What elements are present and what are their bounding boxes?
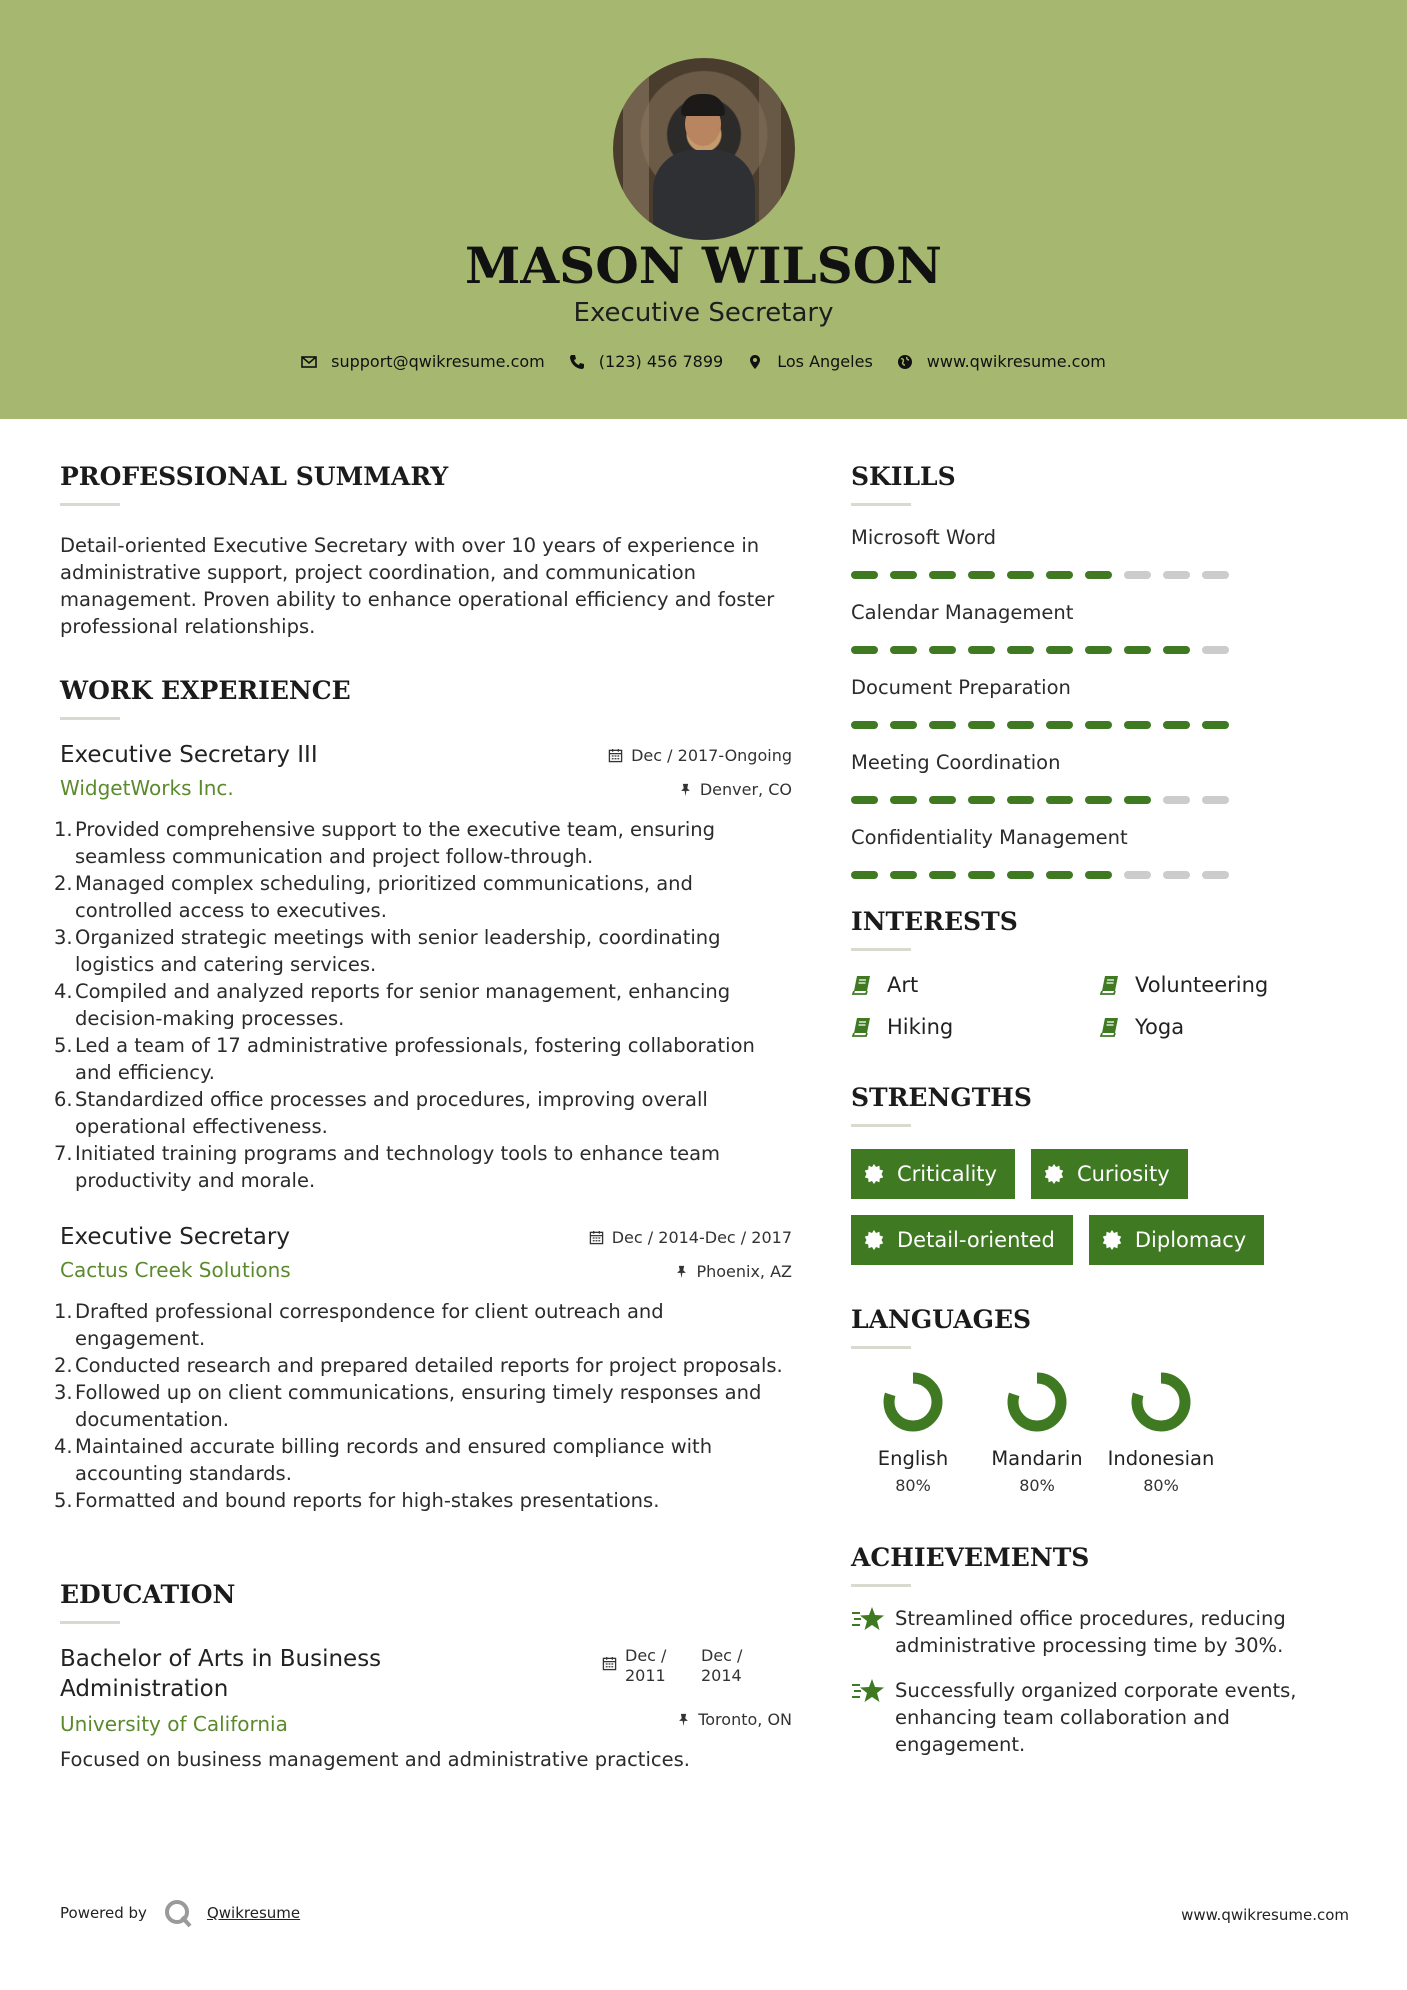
heading-underline [851, 1584, 911, 1587]
education-location [677, 1710, 792, 1729]
skill-name: Document Preparation [851, 676, 1071, 699]
skill-level-dot [1124, 721, 1151, 729]
heading-underline [851, 1124, 911, 1127]
job-dates [608, 746, 792, 765]
calendar-icon [602, 1656, 617, 1671]
skill-level-dot [1007, 571, 1034, 579]
skill-level-bar [851, 721, 1351, 729]
skill-level-dot [1124, 646, 1151, 654]
profile-photo [613, 58, 795, 240]
contact-bar [0, 352, 1407, 371]
interest-item [1099, 973, 1347, 997]
languages-section [851, 1305, 1351, 1495]
skills-section [851, 462, 1351, 879]
skill-level-dot [968, 871, 995, 879]
list-item: 2. Conducted research and prepared detailed reports for project proposals. [54, 1354, 783, 1377]
heading-underline [851, 503, 911, 506]
job-dates-text: Dec / 2014-Dec / 2017 [611, 1228, 792, 1247]
skill-level-dot [1202, 796, 1229, 804]
language-name: Mandarin [991, 1447, 1083, 1470]
skill-level-dot [929, 571, 956, 579]
pushpin-icon [675, 1265, 688, 1279]
language-percent: 80% [1019, 1476, 1055, 1495]
edu-start-line2: 2011 [625, 1666, 666, 1685]
list-item: 7. Initiated training programs and technology tools to enhance team productivity and morale. [54, 1142, 721, 1192]
skill-level-dot [1046, 646, 1073, 654]
language-percent: 80% [895, 1476, 931, 1495]
skill-level-dot [1085, 646, 1112, 654]
job-location [679, 780, 792, 799]
skill-level-dot [1202, 721, 1229, 729]
skill-level-dot [1007, 871, 1034, 879]
skill-level-bar [851, 796, 1351, 804]
strengths-heading: STRENGTHS [851, 1083, 1032, 1112]
education-dates [602, 1646, 742, 1686]
phone-icon [569, 354, 585, 370]
skill-level-dot [890, 571, 917, 579]
globe-icon [897, 354, 913, 370]
skill-level-dot [1085, 571, 1112, 579]
achievement-text: Streamlined office procedures, reducing administrative processing time by 30%. [895, 1607, 1286, 1657]
strengths-section [851, 1083, 1351, 1281]
skill-level-bar [851, 646, 1351, 654]
contact-location [747, 352, 873, 371]
interests-section [851, 907, 1351, 1039]
strength-chip [851, 1215, 1073, 1265]
language-ring-arc [1137, 1378, 1185, 1426]
heading-underline [60, 1621, 120, 1624]
strength-chip [1031, 1149, 1188, 1199]
skill-level-dot [1007, 721, 1034, 729]
skill-level-dot [929, 646, 956, 654]
degree-line-1: Bachelor of Arts in Business [60, 1646, 382, 1672]
school-name: University of California [60, 1712, 288, 1736]
list-item: 2. Managed complex scheduling, prioritized communications, and controlled access to executives. [54, 872, 693, 922]
map-pin-icon [747, 354, 763, 370]
job-company: Cactus Creek Solutions [60, 1258, 291, 1282]
candidate-name: MASON WILSON [465, 236, 942, 295]
job-location-text: Denver, CO [699, 780, 792, 799]
skill-level-dot [851, 571, 878, 579]
skill-level-dot [929, 721, 956, 729]
skill-level-dot [1124, 796, 1151, 804]
heading-underline [851, 1346, 911, 1349]
skill-level-dot [968, 721, 995, 729]
skill-level-dot [851, 796, 878, 804]
skill-level-dot [1007, 646, 1034, 654]
summary-section [60, 462, 792, 640]
skill-level-dot [1163, 571, 1190, 579]
calendar-icon [608, 748, 623, 763]
skill-level-dot [890, 721, 917, 729]
strength-chip [851, 1149, 1015, 1199]
interest-item [1099, 1015, 1347, 1039]
list-item: 5. Formatted and bound reports for high-stakes presentations. [54, 1489, 660, 1512]
skill-level-dot [851, 721, 878, 729]
skill-level-dot [851, 646, 878, 654]
skill-name: Calendar Management [851, 601, 1074, 624]
language-item [851, 1371, 975, 1495]
skill-level-dot [1085, 721, 1112, 729]
job-dates [589, 1228, 792, 1247]
skill-level-dot [1085, 796, 1112, 804]
star-icon [851, 1677, 885, 1707]
contact-location-text: Los Angeles [777, 352, 873, 371]
skill-level-bar [851, 871, 1351, 879]
skill-level-dot [929, 796, 956, 804]
contact-email[interactable] [301, 352, 545, 371]
skill-item [851, 676, 1351, 729]
book-icon [851, 974, 873, 996]
list-item: 3. Organized strategic meetings with senior leadership, coordinating logistics and catering services. [54, 926, 721, 976]
book-icon [1099, 1016, 1121, 1038]
heading-underline [851, 948, 911, 951]
skill-level-dot [968, 571, 995, 579]
skill-level-dot [851, 871, 878, 879]
skill-level-dot [1163, 721, 1190, 729]
list-item: 5. Led a team of 17 administrative professionals, fostering collaboration and efficiency. [54, 1034, 755, 1084]
job-location [675, 1262, 792, 1281]
skill-level-dot [968, 646, 995, 654]
list-item: 4. Compiled and analyzed reports for senior management, enhancing decision-making processes. [54, 980, 731, 1030]
strength-chip [1089, 1215, 1264, 1265]
languages-list [851, 1371, 1351, 1495]
badge-icon [1043, 1163, 1065, 1185]
strengths-list [851, 1149, 1371, 1281]
contact-phone-text: (123) 456 7899 [598, 352, 724, 371]
language-name: English [877, 1447, 949, 1470]
work-heading: WORK EXPERIENCE [60, 676, 351, 705]
badge-icon [863, 1229, 885, 1251]
strength-label: Curiosity [1076, 1162, 1170, 1186]
edu-start-line1: Dec / [625, 1646, 667, 1665]
strength-label: Diplomacy [1134, 1228, 1247, 1252]
skill-level-bar [851, 571, 1351, 579]
languages-heading: LANGUAGES [851, 1305, 1032, 1334]
skill-level-dot [1124, 871, 1151, 879]
interest-label: Volunteering [1135, 973, 1269, 997]
skill-level-dot [1163, 646, 1190, 654]
skill-item [851, 526, 1351, 579]
list-item: 3. Followed up on client communications, ensuring timely responses and documentation. [54, 1381, 762, 1431]
strength-label: Detail-oriented [897, 1228, 1055, 1252]
skills-list [851, 526, 1351, 879]
list-item: 1. Drafted professional correspondence for client outreach and engagement. [54, 1300, 664, 1350]
skill-level-dot [1046, 796, 1073, 804]
badge-icon [863, 1163, 885, 1185]
contact-website-text: www.qwikresume.com [926, 352, 1106, 371]
summary-text: Detail-oriented Executive Secretary with over 10 years of experience in administrative support, project coordination, and communication management. Proven ability to enhance operational efficiency and foster professional relationships. [60, 534, 775, 638]
job-entry [54, 1224, 792, 1514]
job-bullets [54, 1298, 792, 1514]
language-ring-arc [889, 1378, 937, 1426]
powered-by-label: Powered by [60, 1904, 147, 1922]
job-entry [54, 742, 792, 1194]
skill-level-dot [1007, 796, 1034, 804]
job-title: Executive Secretary III [60, 742, 318, 768]
left-column [54, 462, 792, 1773]
achievements-heading: ACHIEVEMENTS [851, 1543, 1090, 1572]
language-item [1099, 1371, 1223, 1495]
heading-underline [60, 503, 120, 506]
language-percent: 80% [1143, 1476, 1179, 1495]
language-proficiency-ring [882, 1371, 944, 1433]
interests-heading: INTERESTS [851, 907, 1018, 936]
badge-icon [1101, 1229, 1123, 1251]
brand-link[interactable]: Qwikresume [206, 1904, 301, 1922]
skill-level-dot [1046, 721, 1073, 729]
qwikresume-logo-icon [163, 1898, 193, 1928]
degree-line-2: Administration [60, 1676, 229, 1702]
right-column [851, 462, 1351, 1758]
skill-name: Microsoft Word [851, 526, 997, 549]
list-item: 6. Standardized office processes and procedures, improving overall operational effectiveness. [54, 1088, 708, 1138]
skill-level-dot [890, 646, 917, 654]
education-heading: EDUCATION [60, 1580, 236, 1609]
interest-label: Hiking [887, 1015, 954, 1039]
skill-level-dot [1046, 871, 1073, 879]
edu-end-line2: 2014 [701, 1666, 742, 1685]
heading-underline [60, 717, 120, 720]
skill-level-dot [1163, 871, 1190, 879]
pushpin-icon [677, 1713, 690, 1727]
skill-level-dot [929, 871, 956, 879]
job-company: WidgetWorks Inc. [60, 776, 234, 800]
interest-item [851, 973, 1099, 997]
job-bullets [54, 816, 792, 1194]
footer-website[interactable]: www.qwikresume.com [1181, 1906, 1349, 1924]
job-location-text: Phoenix, AZ [696, 1262, 792, 1281]
edu-end-line1: Dec / [701, 1646, 743, 1665]
achievement-text: Successfully organized corporate events, enhancing team collaboration and engagement. [895, 1679, 1297, 1756]
envelope-icon [301, 354, 317, 370]
skill-level-dot [1163, 796, 1190, 804]
skill-level-dot [1202, 571, 1229, 579]
skill-level-dot [890, 871, 917, 879]
contact-website[interactable] [897, 352, 1106, 371]
language-name: Indonesian [1107, 1447, 1215, 1470]
calendar-icon [589, 1230, 604, 1245]
resume-header [0, 0, 1407, 419]
skill-name: Meeting Coordination [851, 751, 1061, 774]
skill-level-dot [1124, 571, 1151, 579]
star-icon [851, 1605, 885, 1635]
job-title: Executive Secretary [60, 1224, 290, 1250]
skill-item [851, 751, 1351, 804]
language-ring-arc [1013, 1378, 1061, 1426]
summary-heading: PROFESSIONAL SUMMARY [60, 462, 449, 491]
interest-label: Art [887, 973, 919, 997]
education-description: Focused on business management and administrative practices. [60, 1748, 690, 1771]
language-item [975, 1371, 1099, 1495]
skill-level-dot [1085, 871, 1112, 879]
contact-email-text: support@qwikresume.com [331, 352, 545, 371]
work-section [54, 676, 792, 1514]
footer-powered-by [60, 1898, 300, 1928]
job-dates-text: Dec / 2017-Ongoing [631, 746, 792, 765]
book-icon [851, 1016, 873, 1038]
interest-label: Yoga [1135, 1015, 1185, 1039]
education-section [60, 1580, 792, 1773]
skills-heading: SKILLS [851, 462, 956, 491]
list-item: 4. Maintained accurate billing records and ensured compliance with accounting standards. [54, 1435, 713, 1485]
interest-item [851, 1015, 1099, 1039]
skill-level-dot [1202, 646, 1229, 654]
skill-item [851, 826, 1351, 879]
list-item: 1. Provided comprehensive support to the executive team, ensuring seamless communication and project follow-through. [54, 818, 716, 868]
education-entry [60, 1644, 792, 1773]
language-proficiency-ring [1006, 1371, 1068, 1433]
contact-phone[interactable] [569, 352, 723, 371]
language-proficiency-ring [1130, 1371, 1192, 1433]
skill-level-dot [890, 796, 917, 804]
achievements-section [851, 1543, 1351, 1758]
education-location-text: Toronto, ON [698, 1710, 792, 1729]
pushpin-icon [679, 783, 692, 797]
achievement-item [851, 1677, 1351, 1758]
achievement-item [851, 1605, 1351, 1659]
skill-level-dot [968, 796, 995, 804]
candidate-role: Executive Secretary [573, 298, 834, 328]
interests-list [851, 973, 1351, 1039]
skill-level-dot [1202, 871, 1229, 879]
achievements-list [851, 1605, 1351, 1758]
skill-level-dot [1046, 571, 1073, 579]
strength-label: Criticality [897, 1162, 997, 1186]
skill-item [851, 601, 1351, 654]
book-icon [1099, 974, 1121, 996]
skill-name: Confidentiality Management [851, 826, 1128, 849]
